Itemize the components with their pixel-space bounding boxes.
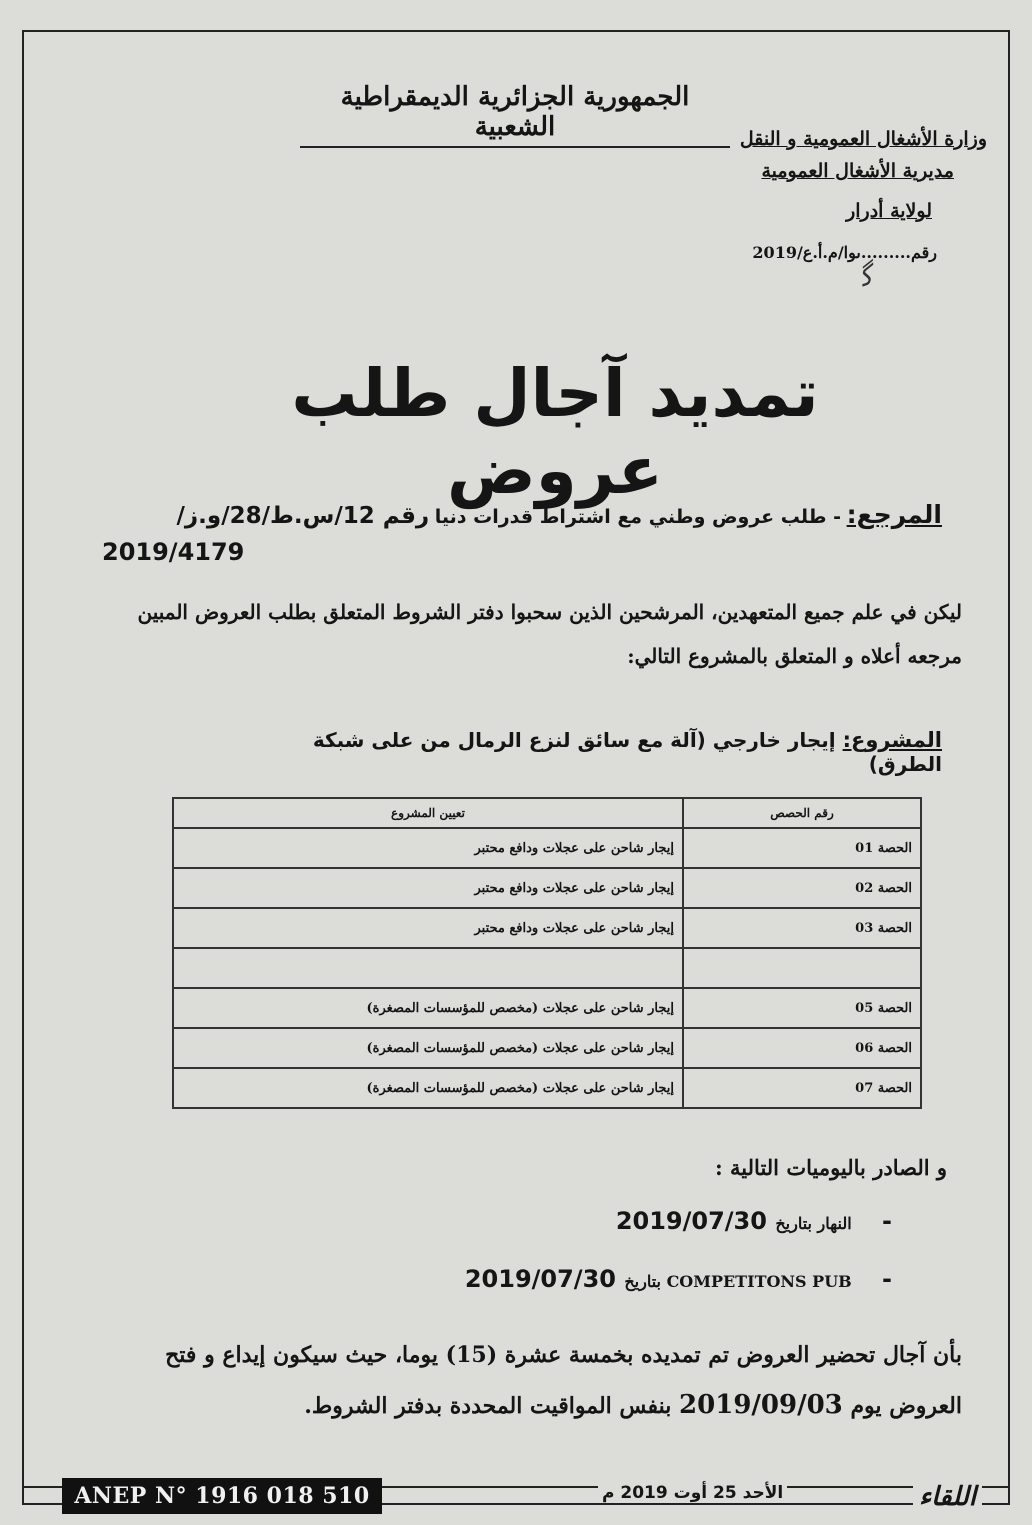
table-row <box>173 988 921 1028</box>
table-header-row <box>173 798 921 828</box>
list-dash: - <box>882 1207 892 1235</box>
project-label: المشروع: <box>842 728 942 752</box>
reference-number: رقم.........ٮوا/م.أ.ع/2019 <box>752 243 937 262</box>
reference-line <box>102 500 942 529</box>
publication-name: COMPETITONS PUB بتاريخ <box>624 1272 852 1291</box>
reference-year: 2019/4179 <box>102 538 245 566</box>
extension-pre: العروض يوم <box>850 1393 962 1419</box>
reference-code: رقم 12/س.ط/28/و.ز/ <box>176 503 430 529</box>
table-row <box>173 948 921 988</box>
wilaya-name: لولاية أدرار <box>846 200 932 222</box>
lot-designation: إيجار شاحن على عجلات ودافع محتبر <box>173 908 683 948</box>
publications-intro: و الصادر باليوميات التالية : <box>714 1155 947 1180</box>
lot-designation: إيجار شاحن على عجلات ودافع محتبر <box>173 868 683 908</box>
handwritten-mark: ﮔ <box>855 260 877 294</box>
notice-title: تمديد آجال طلب عروض <box>291 355 819 509</box>
list-dash: - <box>882 1265 892 1293</box>
publication-item <box>465 1265 892 1293</box>
publication-name: النهار بتاريخ <box>775 1214 852 1233</box>
notice-paragraph: ليكن في علم جميع المتعهدين، المرشحين الذين سحبوا دفتر الشروط المتعلق بطلب العروض المبين مرجعه أعلاه و المتعلق بالمشروع التالي: <box>137 600 962 668</box>
lot-number: الحصة 03 <box>683 908 921 948</box>
table-row <box>173 908 921 948</box>
lot-designation <box>173 948 683 988</box>
opening-date: 2019/09/03 <box>679 1390 843 1420</box>
anep-badge: ANEP N° 1916 018 510 <box>62 1478 382 1514</box>
header-lot-number: رقم الحصص <box>683 798 921 828</box>
extension-post: بنفس المواقيت المحددة بدفتر الشروط. <box>304 1393 672 1419</box>
lot-designation: إيجار شاحن على عجلات (مخصص للمؤسسات المصغرة) <box>173 1028 683 1068</box>
reference-label: المرجع: <box>846 500 942 529</box>
ministry-name: وزارة الأشغال العمومية و النقل <box>739 128 987 150</box>
newspaper-logo: اللقاء <box>913 1482 982 1512</box>
publication-date-footer: الأحد 25 أوت 2019 م <box>598 1483 787 1503</box>
extension-line-2 <box>82 1380 962 1431</box>
publication-date: 2019/07/30 <box>615 1207 767 1235</box>
header-project-designation: تعيين المشروع <box>173 798 683 828</box>
extension-line-1: بأن آجال تحضير العروض تم تمديده بخمسة عشرة (15) يوما، حيث سيكون إيداع و فتح <box>165 1342 962 1368</box>
lot-designation: إيجار شاحن على عجلات (مخصص للمؤسسات المصغرة) <box>173 1068 683 1108</box>
lot-number <box>683 948 921 988</box>
lot-number: الحصة 05 <box>683 988 921 1028</box>
project-text: إيجار خارجي (آلة مع سائق لنزع الرمال من على شبكة الطرق) <box>312 728 942 776</box>
lot-number: الحصة 06 <box>683 1028 921 1068</box>
extension-paragraph <box>82 1330 962 1431</box>
lot-designation: إيجار شاحن على عجلات ودافع محتبر <box>173 828 683 868</box>
republic-heading: الجمهورية الجزائرية الديمقراطية الشعبية <box>300 82 730 148</box>
project-line <box>242 728 942 776</box>
table-row <box>173 1068 921 1108</box>
lot-number: الحصة 07 <box>683 1068 921 1108</box>
lot-number: الحصة 02 <box>683 868 921 908</box>
lots-table <box>172 797 922 1109</box>
lot-number: الحصة 01 <box>683 828 921 868</box>
reference-text: - طلب عروض وطني مع اشتراط قدرات دنيا <box>434 506 842 528</box>
lot-designation: إيجار شاحن على عجلات (مخصص للمؤسسات المصغرة) <box>173 988 683 1028</box>
table-row <box>173 1028 921 1068</box>
table-row <box>173 868 921 908</box>
table-row <box>173 828 921 868</box>
publication-date: 2019/07/30 <box>464 1265 616 1293</box>
directorate-name: مديرية الأشغال العمومية <box>761 160 954 182</box>
publication-item <box>616 1207 892 1235</box>
